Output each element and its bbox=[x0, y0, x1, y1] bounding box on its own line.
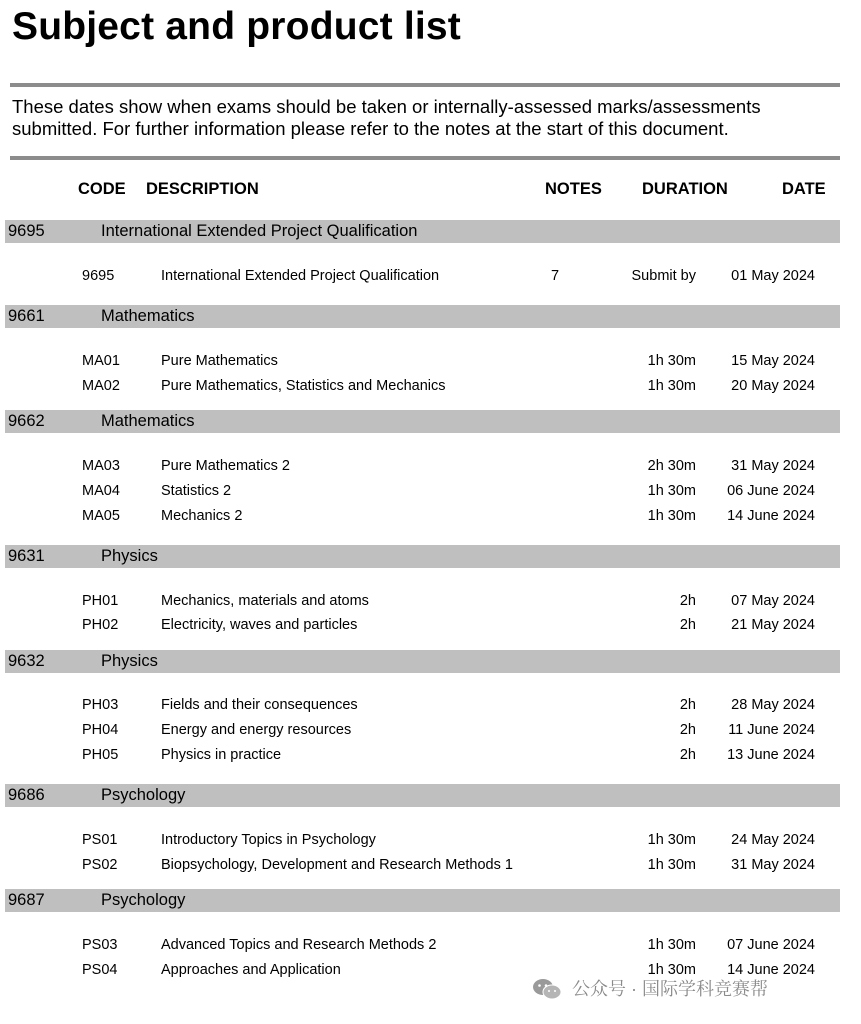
row-date: 01 May 2024 bbox=[731, 268, 815, 284]
row-description: Fields and their consequences bbox=[161, 697, 358, 713]
row-date: 28 May 2024 bbox=[731, 697, 815, 713]
row-description: Advanced Topics and Research Methods 2 bbox=[161, 937, 437, 953]
row-code: PS01 bbox=[82, 832, 118, 848]
table-row bbox=[0, 265, 861, 287]
group-code: 9695 bbox=[8, 222, 45, 240]
group-code: 9662 bbox=[8, 412, 45, 430]
group-header bbox=[5, 545, 840, 568]
row-code: MA01 bbox=[82, 353, 120, 369]
row-duration: 2h bbox=[679, 593, 696, 609]
group-name: Psychology bbox=[101, 891, 186, 909]
row-description: Energy and energy resources bbox=[161, 722, 352, 738]
table-row bbox=[0, 614, 861, 636]
table-row bbox=[0, 744, 861, 766]
group-code: 9687 bbox=[8, 891, 45, 909]
table-row bbox=[0, 505, 861, 527]
row-duration: 1h 30m bbox=[647, 832, 696, 848]
group-code: 9686 bbox=[8, 786, 45, 804]
row-description: Mechanics 2 bbox=[161, 508, 243, 524]
row-description: Introductory Topics in Psychology bbox=[161, 832, 376, 848]
row-description: Pure Mathematics 2 bbox=[161, 458, 290, 474]
row-duration: Submit by bbox=[631, 268, 696, 284]
row-description: Pure Mathematics bbox=[161, 353, 278, 369]
group-header bbox=[5, 305, 840, 328]
column-header-description: DESCRIPTION bbox=[146, 180, 259, 198]
row-date: 07 June 2024 bbox=[727, 937, 815, 953]
row-duration: 2h 30m bbox=[647, 458, 696, 474]
row-date: 13 June 2024 bbox=[727, 747, 815, 763]
wechat-icon bbox=[532, 978, 562, 1000]
row-description: Statistics 2 bbox=[161, 483, 232, 499]
group-name: Physics bbox=[101, 652, 158, 670]
row-code: PH04 bbox=[82, 722, 119, 738]
row-code: MA02 bbox=[82, 378, 120, 394]
row-code: MA05 bbox=[82, 508, 120, 524]
row-description: Electricity, waves and particles bbox=[161, 617, 358, 633]
row-duration: 1h 30m bbox=[647, 378, 696, 394]
row-duration: 2h bbox=[679, 722, 696, 738]
top-divider bbox=[10, 83, 840, 87]
group-header bbox=[5, 410, 840, 433]
row-code: PS04 bbox=[82, 962, 118, 978]
table-row bbox=[0, 719, 861, 741]
page-title: Subject and product list bbox=[12, 5, 461, 48]
row-duration: 1h 30m bbox=[647, 937, 696, 953]
table-row bbox=[0, 350, 861, 372]
row-date: 20 May 2024 bbox=[731, 378, 815, 394]
group-name: Mathematics bbox=[101, 307, 195, 325]
table-row bbox=[0, 480, 861, 502]
row-date: 14 June 2024 bbox=[727, 962, 815, 978]
row-duration: 1h 30m bbox=[647, 962, 696, 978]
intro-text: These dates show when exams should be taken or internally-assessed marks/assessments submitted. For further information please refer to the notes at the start of this document. bbox=[12, 96, 761, 139]
row-duration: 1h 30m bbox=[647, 483, 696, 499]
row-description: Physics in practice bbox=[161, 747, 282, 763]
row-code: PH02 bbox=[82, 617, 119, 633]
column-header-date: DATE bbox=[782, 180, 826, 198]
group-code: 9631 bbox=[8, 547, 45, 565]
table-row bbox=[0, 854, 861, 876]
row-notes: 7 bbox=[551, 268, 560, 284]
row-date: 11 June 2024 bbox=[728, 722, 815, 738]
watermark-text: 公众号 · 国际学科竞赛帮 bbox=[572, 979, 768, 999]
row-description: Mechanics, materials and atoms bbox=[161, 593, 369, 609]
row-description: Biopsychology, Development and Research Methods 1 bbox=[161, 857, 513, 873]
row-code: PS03 bbox=[82, 937, 118, 953]
group-code: 9632 bbox=[8, 652, 45, 670]
row-duration: 1h 30m bbox=[647, 508, 696, 524]
row-date: 07 May 2024 bbox=[731, 593, 815, 609]
row-date: 21 May 2024 bbox=[731, 617, 815, 633]
group-name: Physics bbox=[101, 547, 158, 565]
row-code: MA03 bbox=[82, 458, 120, 474]
group-header bbox=[5, 220, 840, 243]
row-code: MA04 bbox=[82, 483, 120, 499]
group-name: Mathematics bbox=[101, 412, 195, 430]
row-code: 9695 bbox=[82, 268, 115, 284]
row-date: 06 June 2024 bbox=[727, 483, 815, 499]
row-duration: 2h bbox=[679, 747, 696, 763]
row-description: International Extended Project Qualification bbox=[161, 268, 440, 284]
row-code: PH03 bbox=[82, 697, 119, 713]
group-header bbox=[5, 784, 840, 807]
row-description: Pure Mathematics, Statistics and Mechanics bbox=[161, 378, 446, 394]
group-header bbox=[5, 889, 840, 912]
row-date: 14 June 2024 bbox=[727, 508, 815, 524]
table-row bbox=[0, 934, 861, 956]
table-row bbox=[0, 375, 861, 397]
group-code: 9661 bbox=[8, 307, 45, 325]
table-row bbox=[0, 455, 861, 477]
row-duration: 2h bbox=[679, 617, 696, 633]
column-header-notes: NOTES bbox=[545, 180, 602, 198]
header-divider bbox=[10, 156, 840, 160]
row-date: 15 May 2024 bbox=[731, 353, 815, 369]
group-name: Psychology bbox=[101, 786, 186, 804]
row-duration: 1h 30m bbox=[647, 353, 696, 369]
row-code: PH05 bbox=[82, 747, 119, 763]
group-header bbox=[5, 650, 840, 673]
row-duration: 1h 30m bbox=[647, 857, 696, 873]
column-header-duration: DURATION bbox=[642, 180, 728, 198]
row-code: PH01 bbox=[82, 593, 119, 609]
row-duration: 2h bbox=[679, 697, 696, 713]
row-date: 31 May 2024 bbox=[731, 458, 815, 474]
row-date: 24 May 2024 bbox=[731, 832, 815, 848]
group-name: International Extended Project Qualification bbox=[101, 222, 418, 240]
table-row bbox=[0, 694, 861, 716]
table-row bbox=[0, 829, 861, 851]
table-row bbox=[0, 590, 861, 612]
row-description: Approaches and Application bbox=[161, 962, 341, 978]
row-code: PS02 bbox=[82, 857, 118, 873]
row-date: 31 May 2024 bbox=[731, 857, 815, 873]
column-header-code: CODE bbox=[78, 180, 126, 198]
